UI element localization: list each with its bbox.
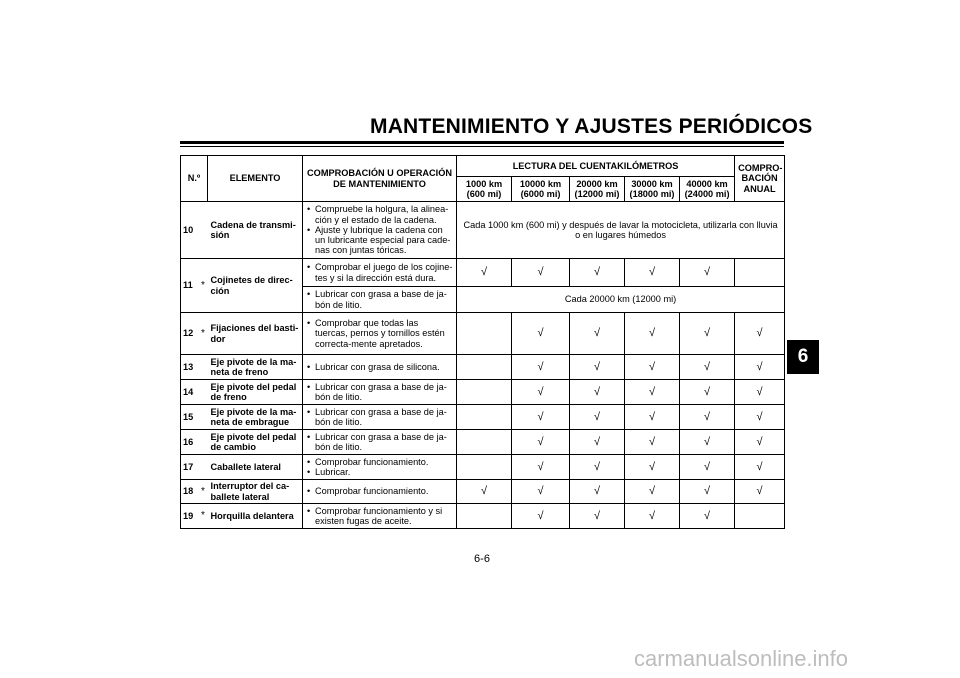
check-mark: √ bbox=[625, 430, 680, 455]
check-mark: √ bbox=[512, 313, 570, 355]
table-row bbox=[181, 259, 785, 287]
operation-list bbox=[306, 318, 453, 349]
check-mark bbox=[457, 380, 512, 405]
check-mark: √ bbox=[680, 313, 735, 355]
header-element: ELEMENTO bbox=[208, 156, 303, 202]
item-star bbox=[199, 202, 208, 259]
header-interval: 1000 km (600 mi) bbox=[457, 177, 512, 202]
item-star bbox=[199, 405, 208, 430]
operation-list bbox=[306, 506, 453, 527]
item-operation bbox=[303, 355, 457, 380]
check-mark: √ bbox=[680, 480, 735, 504]
operation-item: • Lubricar con grasa a base de ja-bón de litio. bbox=[315, 407, 453, 428]
operation-item: • Comprobar funcionamiento. bbox=[315, 457, 453, 467]
operation-list bbox=[306, 262, 453, 283]
check-mark: √ bbox=[625, 480, 680, 504]
item-element: Eje pivote del pedal de cambio bbox=[208, 430, 303, 455]
interval-note: Cada 20000 km (12000 mi) bbox=[457, 287, 785, 313]
item-star bbox=[199, 430, 208, 455]
check-mark: √ bbox=[512, 430, 570, 455]
check-mark: √ bbox=[625, 504, 680, 529]
header-annual: COMPRO-BACIÓN ANUAL bbox=[735, 156, 785, 202]
operation-item: • Comprobar funcionamiento y si existen fugas de aceite. bbox=[315, 506, 453, 527]
check-mark: √ bbox=[512, 259, 570, 287]
item-operation bbox=[303, 259, 457, 287]
table-row bbox=[181, 380, 785, 405]
item-number: 11 bbox=[181, 259, 199, 313]
check-mark: √ bbox=[512, 380, 570, 405]
page-title: MANTENIMIENTO Y AJUSTES PERIÓDICOS bbox=[370, 115, 813, 138]
operation-list bbox=[306, 204, 453, 255]
footer-watermark: carmanualsonline.info bbox=[634, 646, 849, 671]
check-mark: √ bbox=[570, 430, 625, 455]
item-element: Cadena de transmi-sión bbox=[208, 202, 303, 259]
header-interval: 10000 km (6000 mi) bbox=[512, 177, 570, 202]
operation-item: • Comprobar que todas las tuercas, pernos y tornillos estén correcta-mente apretados. bbox=[315, 318, 453, 349]
check-mark: √ bbox=[735, 380, 785, 405]
operation-item: • Ajuste y lubrique la cadena con un lubricante especial para cade-nas con juntas tóricas. bbox=[315, 225, 453, 256]
check-mark: √ bbox=[625, 313, 680, 355]
item-element: Interruptor del ca-ballete lateral bbox=[208, 480, 303, 504]
check-mark: √ bbox=[680, 405, 735, 430]
check-mark: √ bbox=[512, 355, 570, 380]
item-number: 10 bbox=[181, 202, 199, 259]
chapter-tab: 6 bbox=[787, 340, 819, 374]
operation-item: • Lubricar con grasa a base de ja-bón de litio. bbox=[315, 382, 453, 403]
item-operation bbox=[303, 480, 457, 504]
operation-list bbox=[306, 289, 453, 310]
item-number: 14 bbox=[181, 380, 199, 405]
check-mark: √ bbox=[512, 455, 570, 480]
operation-list bbox=[306, 407, 453, 428]
operation-list bbox=[306, 382, 453, 403]
check-mark: √ bbox=[735, 405, 785, 430]
check-mark: √ bbox=[680, 455, 735, 480]
check-mark: √ bbox=[512, 504, 570, 529]
item-operation bbox=[303, 504, 457, 529]
item-number: 15 bbox=[181, 405, 199, 430]
check-mark: √ bbox=[512, 480, 570, 504]
check-mark: √ bbox=[512, 405, 570, 430]
check-mark bbox=[457, 430, 512, 455]
header-interval: 30000 km (18000 mi) bbox=[625, 177, 680, 202]
check-mark bbox=[457, 405, 512, 430]
item-number: 19 bbox=[181, 504, 199, 529]
check-mark: √ bbox=[570, 455, 625, 480]
operation-list bbox=[306, 432, 453, 453]
item-star bbox=[199, 380, 208, 405]
item-operation bbox=[303, 430, 457, 455]
check-mark: √ bbox=[680, 355, 735, 380]
check-mark: √ bbox=[625, 405, 680, 430]
check-mark: √ bbox=[457, 480, 512, 504]
check-mark: √ bbox=[570, 355, 625, 380]
operation-item: • Lubricar con grasa a base de ja-bón de litio. bbox=[315, 289, 453, 310]
item-star: * bbox=[199, 313, 208, 355]
check-mark: √ bbox=[735, 313, 785, 355]
check-mark: √ bbox=[625, 259, 680, 287]
check-mark: √ bbox=[735, 355, 785, 380]
item-element: Horquilla delantera bbox=[208, 504, 303, 529]
maintenance-table bbox=[180, 155, 785, 529]
operation-item: • Lubricar con grasa de silicona. bbox=[315, 362, 453, 372]
check-mark: √ bbox=[625, 455, 680, 480]
item-element: Eje pivote del pedal de freno bbox=[208, 380, 303, 405]
item-element: Eje pivote de la ma-neta de embrague bbox=[208, 405, 303, 430]
item-star: * bbox=[199, 259, 208, 313]
check-mark bbox=[457, 355, 512, 380]
check-mark: √ bbox=[625, 355, 680, 380]
check-mark: √ bbox=[570, 405, 625, 430]
check-mark: √ bbox=[735, 480, 785, 504]
check-mark: √ bbox=[680, 259, 735, 287]
item-number: 13 bbox=[181, 355, 199, 380]
item-operation bbox=[303, 202, 457, 259]
item-number: 17 bbox=[181, 455, 199, 480]
item-element: Eje pivote de la ma-neta de freno bbox=[208, 355, 303, 380]
check-mark: √ bbox=[570, 380, 625, 405]
operation-item: • Lubricar con grasa a base de ja-bón de litio. bbox=[315, 432, 453, 453]
item-number: 16 bbox=[181, 430, 199, 455]
check-mark bbox=[457, 455, 512, 480]
table-row bbox=[181, 313, 785, 355]
item-element: Fijaciones del basti-dor bbox=[208, 313, 303, 355]
item-operation bbox=[303, 313, 457, 355]
operation-item: • Comprobar el juego de los cojine-tes y si la dirección está dura. bbox=[315, 262, 453, 283]
table-row bbox=[181, 430, 785, 455]
check-mark: √ bbox=[570, 313, 625, 355]
item-number: 18 bbox=[181, 480, 199, 504]
item-star: * bbox=[199, 480, 208, 504]
title-rule-thin bbox=[180, 146, 784, 147]
check-mark bbox=[457, 313, 512, 355]
table-row bbox=[181, 202, 785, 259]
header-odometer: LECTURA DEL CUENTAKILÓMETROS bbox=[457, 156, 735, 177]
check-mark bbox=[735, 504, 785, 529]
table-row bbox=[181, 480, 785, 504]
check-mark: √ bbox=[735, 430, 785, 455]
check-mark: √ bbox=[457, 259, 512, 287]
item-number: 12 bbox=[181, 313, 199, 355]
operation-item: • Lubricar. bbox=[315, 467, 453, 477]
check-mark: √ bbox=[570, 259, 625, 287]
check-mark: √ bbox=[680, 504, 735, 529]
table-row bbox=[181, 504, 785, 529]
item-operation bbox=[303, 405, 457, 430]
header-interval: 20000 km (12000 mi) bbox=[570, 177, 625, 202]
header-number: N.º bbox=[181, 156, 208, 202]
check-mark: √ bbox=[625, 380, 680, 405]
header-check: COMPROBACIÓN U OPERACIÓN DE MANTENIMIENTO bbox=[303, 156, 457, 202]
title-rule-thick bbox=[180, 141, 784, 144]
operation-list bbox=[306, 362, 453, 372]
item-star bbox=[199, 355, 208, 380]
item-operation bbox=[303, 287, 457, 313]
check-mark bbox=[457, 504, 512, 529]
operation-list bbox=[306, 486, 453, 496]
item-element: Caballete lateral bbox=[208, 455, 303, 480]
item-star bbox=[199, 455, 208, 480]
table-row bbox=[181, 455, 785, 480]
check-mark: √ bbox=[570, 504, 625, 529]
check-mark: √ bbox=[680, 430, 735, 455]
item-operation bbox=[303, 380, 457, 405]
table-row bbox=[181, 405, 785, 430]
header-interval: 40000 km (24000 mi) bbox=[680, 177, 735, 202]
page-number: 6-6 bbox=[474, 553, 490, 565]
operation-list bbox=[306, 457, 453, 478]
check-mark bbox=[735, 259, 785, 287]
table-row bbox=[181, 355, 785, 380]
item-operation bbox=[303, 455, 457, 480]
operation-item: • Comprobar funcionamiento. bbox=[315, 486, 453, 496]
operation-item: • Compruebe la holgura, la alinea-ción y el estado de la cadena. bbox=[315, 204, 453, 225]
item-star: * bbox=[199, 504, 208, 529]
check-mark: √ bbox=[570, 480, 625, 504]
interval-note: Cada 1000 km (600 mi) y después de lavar la motocicleta, utilizarla con lluvia o en lugares húmedos bbox=[457, 202, 785, 259]
item-element: Cojinetes de direc-ción bbox=[208, 259, 303, 313]
check-mark: √ bbox=[735, 455, 785, 480]
check-mark: √ bbox=[680, 380, 735, 405]
